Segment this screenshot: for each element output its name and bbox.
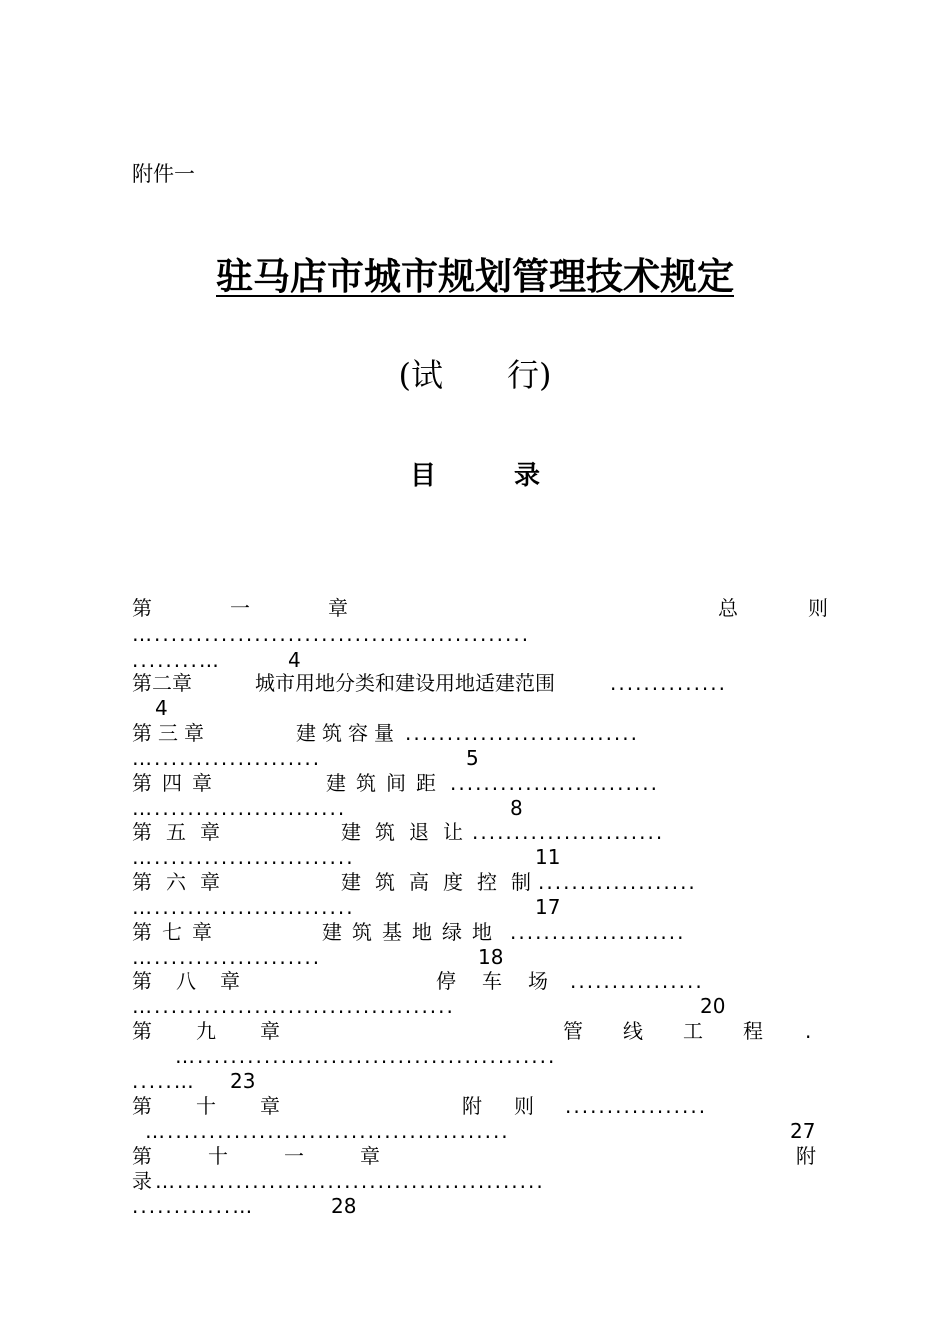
toc-page-number: 28 — [331, 1194, 357, 1218]
toc-leader: …......................................... — [145, 1119, 510, 1143]
toc-chapter: 第二章 — [132, 671, 192, 695]
toc-page-number: 4 — [288, 648, 301, 672]
toc-chapter: 第三章 — [132, 721, 210, 745]
toc-chapter: 第四章 — [132, 771, 222, 795]
toc-leader: ................ — [570, 969, 704, 993]
toc-name-cont: 录 — [132, 1169, 152, 1193]
document-subtitle: (试 行) — [398, 356, 552, 394]
toc-leader: …........................ — [132, 845, 355, 869]
toc-page-number: 18 — [478, 945, 504, 969]
toc-leader: …........................................... — [175, 1044, 557, 1068]
toc-name: 建筑间距 — [326, 771, 446, 795]
toc-chapter: 第八章 — [132, 969, 264, 993]
toc-leader: ................... — [538, 870, 697, 894]
toc-leader: ............… — [132, 1194, 255, 1218]
toc-name: 建筑高度控制 — [341, 870, 545, 894]
toc-page-number: 5 — [466, 746, 479, 770]
toc-leader: ….................................... — [132, 994, 455, 1018]
toc-name: 建筑退让 — [341, 820, 477, 844]
toc-leader: …............................................ — [155, 1169, 545, 1193]
toc-name: 城市用地分类和建设用地适建范围 — [255, 671, 555, 695]
toc-page-number: 8 — [510, 796, 523, 820]
toc-page-number: 27 — [790, 1119, 816, 1143]
toc-page-number: 23 — [230, 1069, 256, 1093]
toc-leader: ....................... — [472, 820, 665, 844]
toc-page-number: 4 — [155, 696, 168, 720]
toc-name: 附则 — [462, 1094, 566, 1118]
attachment-label: 附件一 — [132, 162, 195, 186]
toc-leader: ….................... — [132, 945, 322, 969]
toc-name: 附 — [796, 1144, 816, 1168]
toc-leader: ........… — [132, 648, 221, 672]
toc-leader: ......................... — [450, 771, 659, 795]
toc-leader: ............................ — [405, 721, 640, 745]
toc-leader: …....................... — [132, 796, 347, 820]
toc-name: 建筑基地绿地 — [322, 920, 502, 944]
toc-leader: …............................................. — [132, 622, 531, 646]
toc-name: 停车场 — [436, 969, 574, 993]
toc-page-number: 17 — [535, 895, 561, 919]
toc-leader: …........................ — [132, 895, 355, 919]
toc-leader: ................. — [565, 1094, 708, 1118]
toc-name: 管线工程 — [563, 1019, 803, 1043]
toc-chapter: 第十章 — [132, 1094, 324, 1118]
toc-leader: ..................... — [510, 920, 686, 944]
toc-name: 总则 — [718, 596, 898, 620]
toc-chapter: 第十一章 — [132, 1144, 436, 1168]
toc-chapter: 第五章 — [132, 820, 234, 844]
toc-page-number: 11 — [535, 845, 561, 869]
toc-chapter: 第九章 — [132, 1019, 324, 1043]
toc-leader: . — [805, 1019, 814, 1043]
toc-page-number: 20 — [700, 994, 726, 1018]
document-title: 驻马店市城市规划管理技术规定 — [216, 255, 734, 298]
toc-leader: .............. — [610, 671, 728, 695]
toc-name: 建筑容量 — [296, 721, 400, 745]
toc-leader: ….................... — [132, 746, 322, 770]
toc-chapter: 第六章 — [132, 870, 234, 894]
toc-heading: 目 录 — [409, 461, 540, 491]
toc-leader: .....… — [132, 1069, 196, 1093]
toc-chapter: 第七章 — [132, 920, 222, 944]
toc-chapter: 第一章 — [132, 596, 426, 620]
